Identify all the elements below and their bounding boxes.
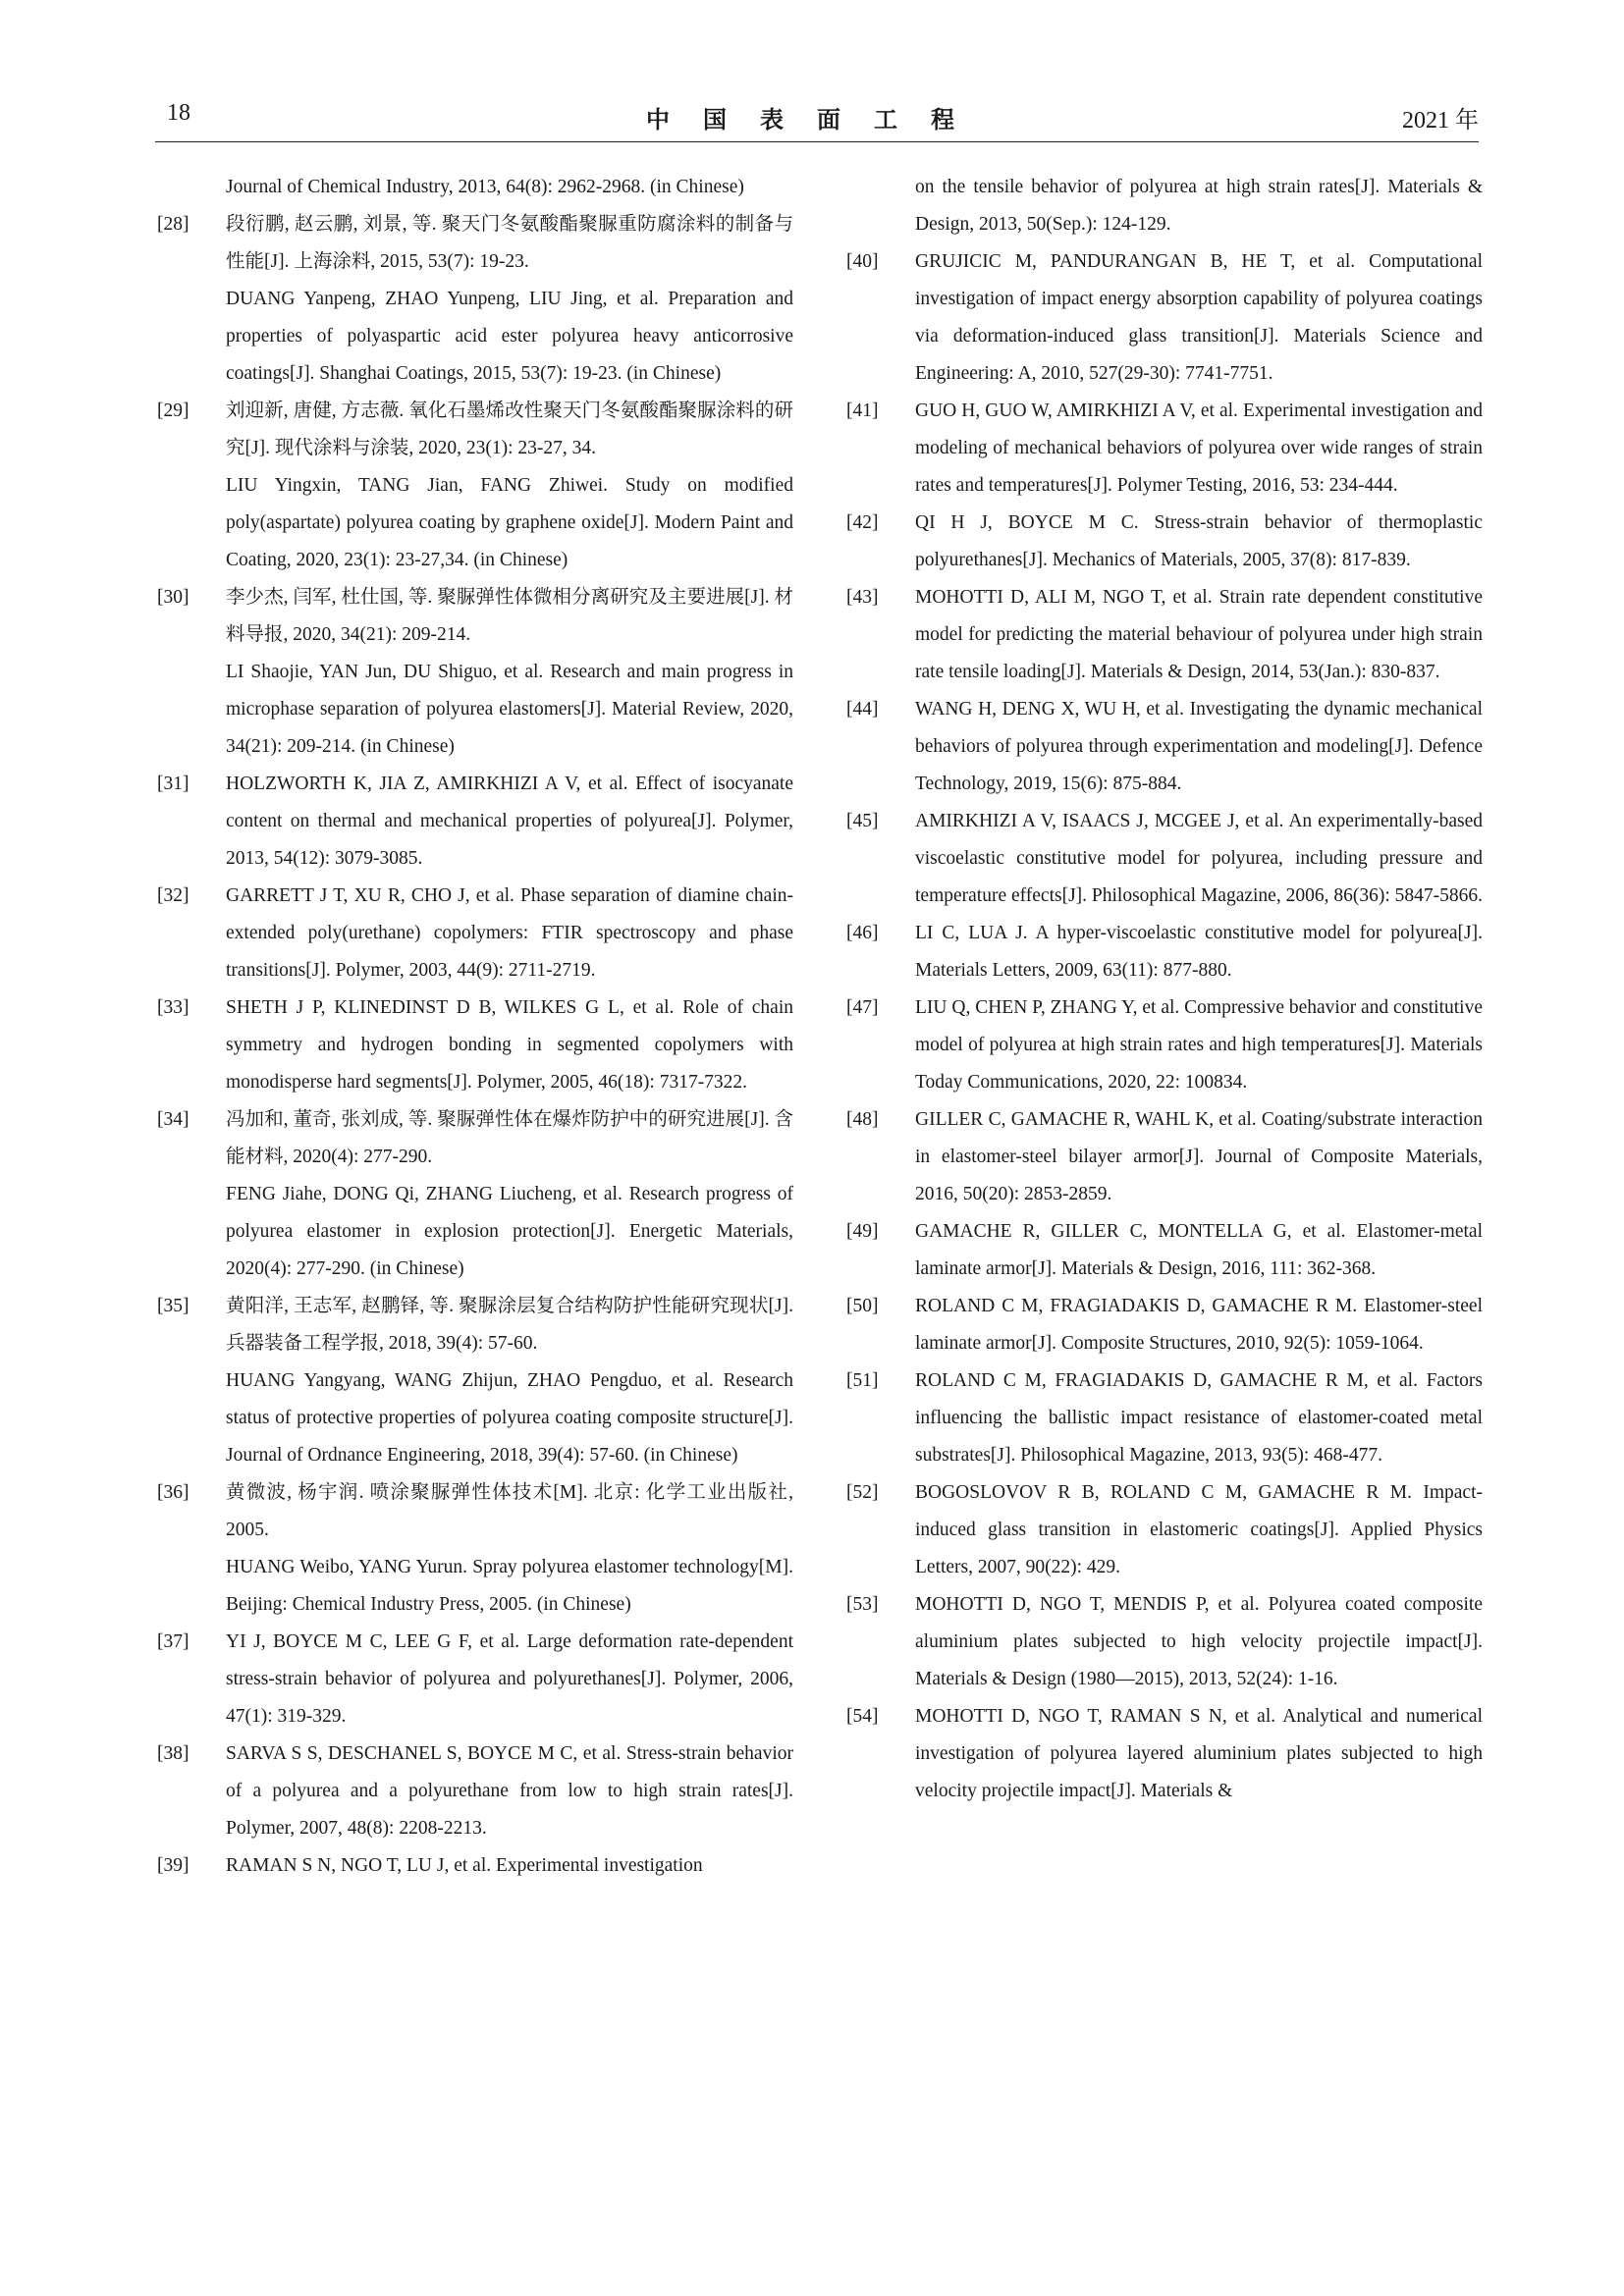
reference-entry	[846, 1474, 1483, 1586]
reference-entry	[157, 1735, 793, 1847]
reference-number: [54]	[846, 1706, 879, 1727]
reference-text: 段衍鹏, 赵云鹏, 刘景, 等. 聚天门冬氨酸酯聚脲重防腐涂料的制备与性能[J]. 上海涂料, 2015, 53(7): 19-23.	[226, 214, 793, 272]
reference-number: [31]	[157, 774, 189, 794]
reference-text: 刘迎新, 唐健, 方志薇. 氧化石墨烯改性聚天门冬氨酸酯聚脲涂料的研究[J]. 现代涂料与涂装, 2020, 23(1): 23-27, 34.	[226, 400, 793, 458]
reference-entry	[846, 989, 1483, 1101]
reference-entry	[157, 1624, 793, 1735]
references-left-column	[157, 169, 793, 1885]
reference-entry	[157, 1101, 793, 1288]
reference-text: LI C, LUA J. A hyper-viscoelastic constitutive model for polyurea[J]. Materials Letters, 2009, 63(11): 877-880.	[915, 923, 1483, 981]
reference-text: MOHOTTI D, ALI M, NGO T, et al. Strain rate dependent constitutive model for predicting the material behaviour of polyurea under high strain rate tensile loading[J]. Materials & Design, 2014, 53(Jan.): 830-837.	[915, 587, 1483, 682]
references-right-column	[846, 169, 1483, 1810]
reference-text: 黄阳洋, 王志军, 赵鹏铎, 等. 聚脲涂层复合结构防护性能研究现状[J]. 兵器装备工程学报, 2018, 39(4): 57-60.	[226, 1296, 793, 1354]
reference-text: LIU Yingxin, TANG Jian, FANG Zhiwei. Study on modified poly(aspartate) polyurea coating by graphene oxide[J]. Modern Paint and Coating, 2020, 23(1): 23-27,34. (in Chinese)	[226, 475, 793, 570]
reference-entry	[846, 691, 1483, 803]
reference-number: [40]	[846, 251, 879, 272]
reference-entry	[846, 1698, 1483, 1810]
reference-number: [47]	[846, 997, 879, 1018]
reference-text: AMIRKHIZI A V, ISAACS J, MCGEE J, et al. An experimentally-based viscoelastic constitutive model for polyurea, including pressure and temperature effects[J]. Philosophical Magazine, 2006, 86(36): 5847-5866.	[915, 811, 1483, 906]
reference-text: MOHOTTI D, NGO T, MENDIS P, et al. Polyurea coated composite aluminium plates subjected to high velocity projectile impact[J]. Materials & Design (1980—2015), 2013, 52(24): 1-16.	[915, 1594, 1483, 1689]
reference-entry	[846, 1362, 1483, 1474]
reference-entry	[846, 1288, 1483, 1362]
reference-text: HUANG Weibo, YANG Yurun. Spray polyurea elastomer technology[M]. Beijing: Chemical Industry Press, 2005. (in Chinese)	[226, 1557, 793, 1615]
reference-text: LIU Q, CHEN P, ZHANG Y, et al. Compressive behavior and constitutive model of polyurea at high strain rates and high temperatures[J]. Materials Today Communications, 2020, 22: 100834.	[915, 997, 1483, 1093]
reference-entry	[846, 505, 1483, 579]
reference-number: [51]	[846, 1370, 879, 1391]
reference-number: [53]	[846, 1594, 879, 1615]
reference-number: [35]	[157, 1296, 189, 1316]
reference-entry	[846, 915, 1483, 989]
reference-text: HOLZWORTH K, JIA Z, AMIRKHIZI A V, et al. Effect of isocyanate content on thermal and mechanical properties of polyurea[J]. Polymer, 2013, 54(12): 3079-3085.	[226, 774, 793, 869]
page-number: 18	[167, 100, 190, 126]
reference-entry	[846, 393, 1483, 505]
reference-number: [41]	[846, 400, 879, 421]
reference-number: [45]	[846, 811, 879, 831]
reference-entry	[157, 1474, 793, 1624]
reference-text: YI J, BOYCE M C, LEE G F, et al. Large deformation rate-dependent stress-strain behavior of polyurea and polyurethanes[J]. Polymer, 2006, 47(1): 319-329.	[226, 1631, 793, 1727]
reference-entry	[157, 1288, 793, 1474]
reference-entry	[157, 169, 793, 206]
reference-text: ROLAND C M, FRAGIADAKIS D, GAMACHE R M. Elastomer-steel laminate armor[J]. Composite Structures, 2010, 92(5): 1059-1064.	[915, 1296, 1483, 1354]
reference-entry	[157, 989, 793, 1101]
reference-number: [49]	[846, 1221, 879, 1242]
reference-entry	[157, 766, 793, 878]
reference-number: [50]	[846, 1296, 879, 1316]
reference-number: [44]	[846, 699, 879, 720]
reference-text: Journal of Chemical Industry, 2013, 64(8): 2962-2968. (in Chinese)	[226, 177, 744, 197]
reference-text: GAMACHE R, GILLER C, MONTELLA G, et al. Elastomer-metal laminate armor[J]. Materials & Design, 2016, 111: 362-368.	[915, 1221, 1483, 1279]
reference-text: GILLER C, GAMACHE R, WAHL K, et al. Coating/substrate interaction in elastomer-steel bilayer armor[J]. Journal of Composite Materials, 2016, 50(20): 2853-2859.	[915, 1109, 1483, 1204]
reference-text: DUANG Yanpeng, ZHAO Yunpeng, LIU Jing, et al. Preparation and properties of polyaspartic acid ester polyurea heavy anticorrosive coatings[J]. Shanghai Coatings, 2015, 53(7): 19-23. (in Chinese)	[226, 289, 793, 384]
reference-number: [43]	[846, 587, 879, 608]
reference-text: MOHOTTI D, NGO T, RAMAN S N, et al. Analytical and numerical investigation of polyurea layered aluminium plates subjected to high velocity projectile impact[J]. Materials &	[915, 1706, 1483, 1801]
reference-number: [38]	[157, 1743, 189, 1764]
reference-number: [39]	[157, 1855, 189, 1876]
reference-number: [30]	[157, 587, 189, 608]
reference-text: GUO H, GUO W, AMIRKHIZI A V, et al. Experimental investigation and modeling of mechanical behaviors of polyurea over wide ranges of strain rates and temperatures[J]. Polymer Testing, 2016, 53: 234-444.	[915, 400, 1483, 496]
reference-number: [42]	[846, 512, 879, 533]
reference-number: [29]	[157, 400, 189, 421]
reference-number: [33]	[157, 997, 189, 1018]
reference-text: WANG H, DENG X, WU H, et al. Investigating the dynamic mechanical behaviors of polyurea through experimentation and modeling[J]. Defence Technology, 2019, 15(6): 875-884.	[915, 699, 1483, 794]
running-header	[155, 96, 1479, 142]
reference-text: SARVA S S, DESCHANEL S, BOYCE M C, et al. Stress-strain behavior of a polyurea and a polyurethane from low to high strain rates[J]. Polymer, 2007, 48(8): 2208-2213.	[226, 1743, 793, 1839]
reference-entry	[157, 579, 793, 766]
reference-entry	[846, 1586, 1483, 1698]
reference-entry	[846, 579, 1483, 691]
reference-text: 冯加和, 董奇, 张刘成, 等. 聚脲弹性体在爆炸防护中的研究进展[J]. 含能材料, 2020(4): 277-290.	[226, 1109, 793, 1167]
reference-number: [52]	[846, 1482, 879, 1503]
reference-text: BOGOSLOVOV R B, ROLAND C M, GAMACHE R M. Impact-induced glass transition in elastomeric coatings[J]. Applied Physics Letters, 2007, 90(22): 429.	[915, 1482, 1483, 1577]
journal-title: 中国表面工程	[646, 106, 988, 133]
reference-number: [34]	[157, 1109, 189, 1130]
reference-number: [32]	[157, 885, 189, 906]
reference-text: ROLAND C M, FRAGIADAKIS D, GAMACHE R M, et al. Factors influencing the ballistic impact resistance of elastomer-coated metal substrates[J]. Philosophical Magazine, 2013, 93(5): 468-477.	[915, 1370, 1483, 1466]
reference-entry	[846, 169, 1483, 243]
reference-number: [37]	[157, 1631, 189, 1652]
reference-entry	[846, 1213, 1483, 1288]
reference-text: 李少杰, 闫军, 杜仕国, 等. 聚脲弹性体微相分离研究及主要进展[J]. 材料导报, 2020, 34(21): 209-214.	[226, 587, 793, 645]
reference-entry	[157, 1847, 793, 1885]
reference-entry	[846, 243, 1483, 393]
reference-number: [28]	[157, 214, 189, 235]
reference-entry	[846, 1101, 1483, 1213]
reference-text: 黄微波, 杨宇润. 喷涂聚脲弹性体技术[M]. 北京: 化学工业出版社, 2005.	[226, 1482, 793, 1540]
reference-number: [48]	[846, 1109, 879, 1130]
reference-entry	[846, 803, 1483, 915]
reference-text: LI Shaojie, YAN Jun, DU Shiguo, et al. Research and main progress in microphase separation of polyurea elastomers[J]. Material Review, 2020, 34(21): 209-214. (in Chinese)	[226, 662, 793, 757]
reference-text: FENG Jiahe, DONG Qi, ZHANG Liucheng, et al. Research progress of polyurea elastomer in explosion protection[J]. Energetic Materials, 2020(4): 277-290. (in Chinese)	[226, 1184, 793, 1279]
reference-text: on the tensile behavior of polyurea at high strain rates[J]. Materials & Design, 2013, 50(Sep.): 124-129.	[915, 177, 1483, 235]
reference-number: [36]	[157, 1482, 189, 1503]
reference-entry	[157, 206, 793, 393]
reference-entry	[157, 878, 793, 989]
reference-text: GRUJICIC M, PANDURANGAN B, HE T, et al. Computational investigation of impact energy absorption capability of polyurea coatings via deformation-induced glass transition[J]. Materials Science and Engineering: A, 2010, 527(29-30): 7741-7751.	[915, 251, 1483, 384]
reference-text: RAMAN S N, NGO T, LU J, et al. Experimental investigation	[226, 1855, 703, 1876]
reference-text: QI H J, BOYCE M C. Stress-strain behavior of thermoplastic polyurethanes[J]. Mechanics of Materials, 2005, 37(8): 817-839.	[915, 512, 1483, 570]
reference-text: HUANG Yangyang, WANG Zhijun, ZHAO Pengduo, et al. Research status of protective properties of polyurea coating composite structure[J]. Journal of Ordnance Engineering, 2018, 39(4): 57-60. (in Chinese)	[226, 1370, 793, 1466]
reference-entry	[157, 393, 793, 579]
reference-text: GARRETT J T, XU R, CHO J, et al. Phase separation of diamine chain-extended poly(urethane) copolymers: FTIR spectroscopy and phase transitions[J]. Polymer, 2003, 44(9): 2711-2719.	[226, 885, 793, 981]
issue-year: 2021 年	[1402, 108, 1479, 133]
reference-text: SHETH J P, KLINEDINST D B, WILKES G L, et al. Role of chain symmetry and hydrogen bonding in segmented copolymers with monodisperse hard segments[J]. Polymer, 2005, 46(18): 7317-7322.	[226, 997, 793, 1093]
reference-number: [46]	[846, 923, 879, 943]
